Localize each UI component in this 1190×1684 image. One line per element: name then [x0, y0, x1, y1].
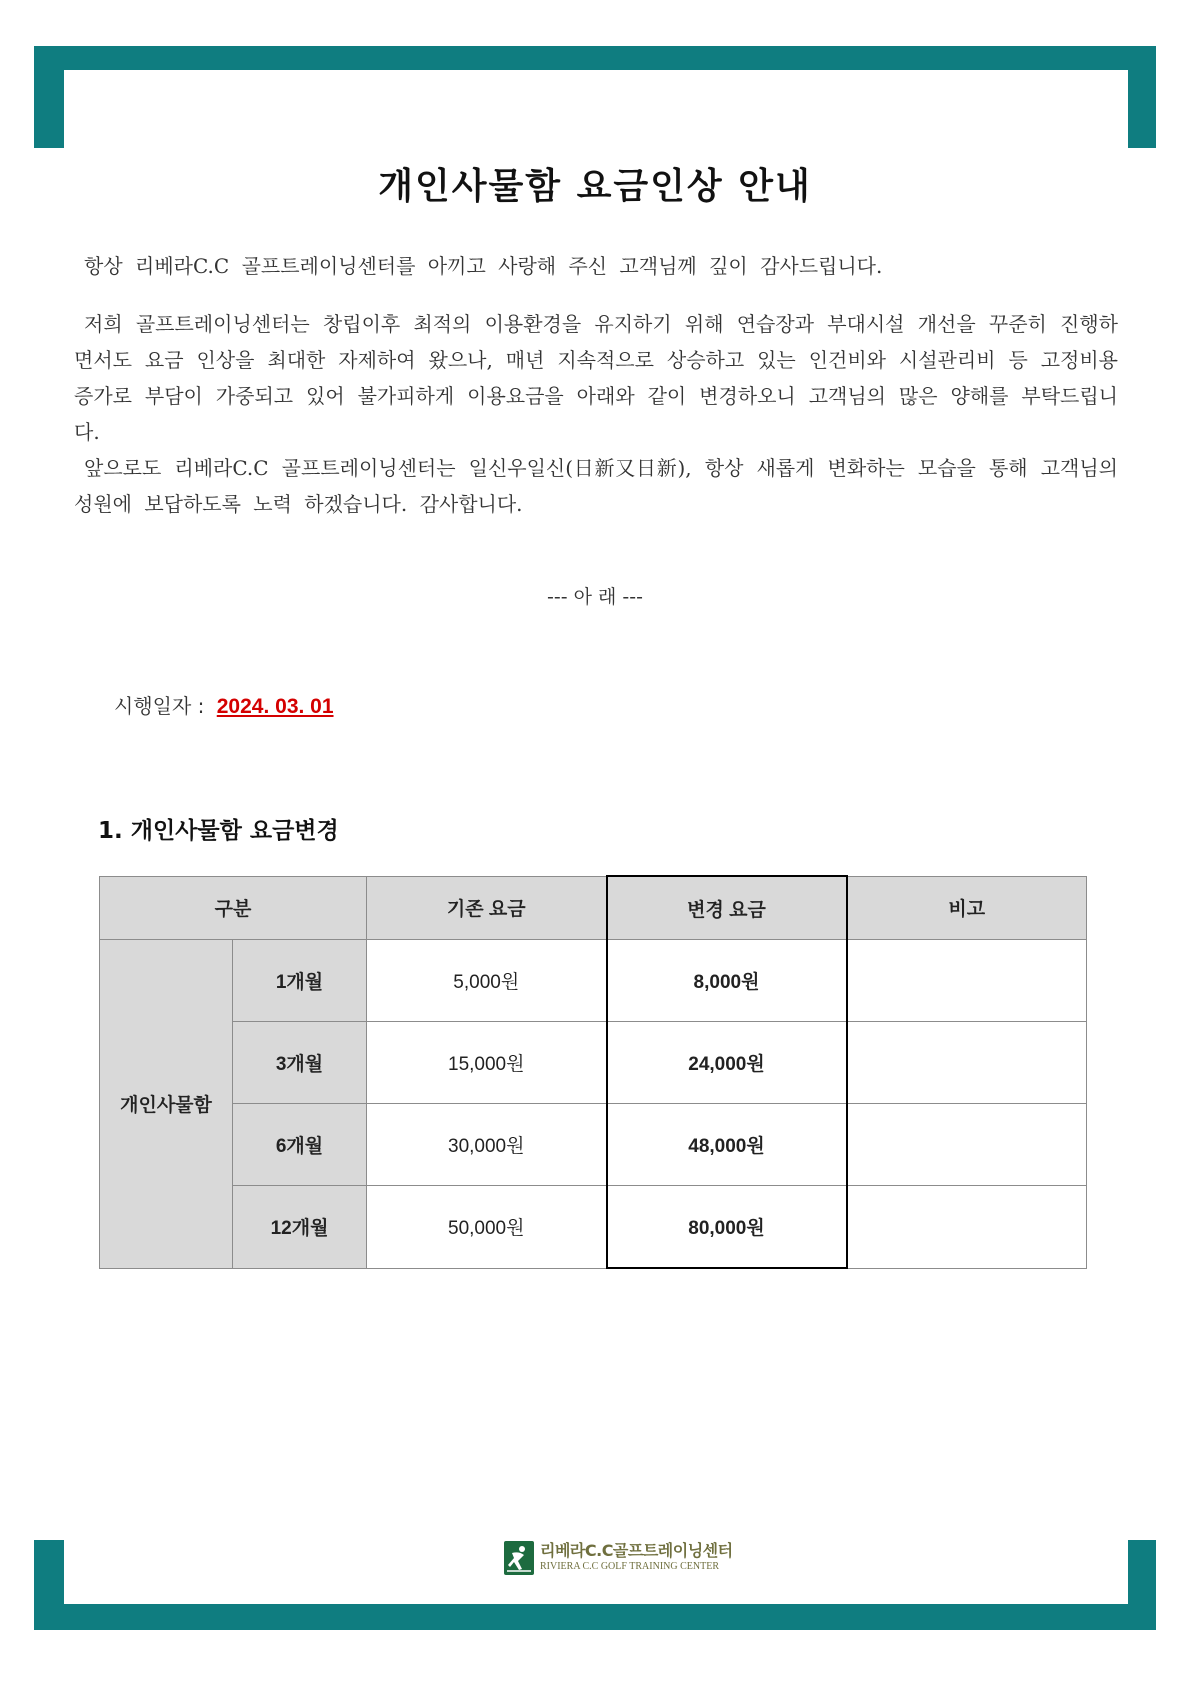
table-row — [100, 1022, 1087, 1104]
old-fee-cell: 15,000원 — [367, 1022, 607, 1104]
golfer-logo-icon — [504, 1541, 534, 1575]
new-fee-cell: 48,000원 — [607, 1104, 847, 1186]
frame-top-bar — [34, 46, 1156, 70]
old-fee-cell: 5,000원 — [367, 940, 607, 1022]
page-title: 개인사물함 요금인상 안내 — [378, 165, 812, 207]
note-cell — [847, 1186, 1087, 1269]
table-row — [100, 940, 1087, 1022]
logo-english-text: RIVIERA C.C GOLF TRAINING CENTER — [540, 1561, 719, 1572]
table-header-row — [100, 876, 1087, 940]
period-cell: 12개월 — [233, 1186, 367, 1269]
note-cell — [847, 1022, 1087, 1104]
header-new-fee: 변경 요금 — [607, 876, 847, 940]
section-title: 1. 개인사물함 요금변경 — [98, 818, 339, 844]
below-heading: --- 아 래 --- — [547, 586, 643, 608]
table-row — [100, 1186, 1087, 1269]
header-note: 비고 — [847, 876, 1087, 940]
period-cell: 6개월 — [233, 1104, 367, 1186]
header-category: 구분 — [100, 876, 367, 940]
footer-logo — [504, 1540, 733, 1576]
logo-korean-text: 리베라C.C골프트레이닝센터 — [540, 1541, 733, 1560]
period-cell: 3개월 — [233, 1022, 367, 1104]
effective-date-label: 시행일자 : — [114, 694, 205, 718]
old-fee-cell: 50,000원 — [367, 1186, 607, 1269]
new-fee-cell: 8,000원 — [607, 940, 847, 1022]
period-cell: 1개월 — [233, 940, 367, 1022]
group-cell: 개인사물함 — [100, 940, 233, 1269]
greeting-paragraph: 항상 리베라C.C 골프트레이닝센터를 아끼고 사랑해 주신 고객님께 깊이 감사드립니다. — [84, 254, 883, 278]
frame-bottom-bar — [34, 1604, 1156, 1630]
note-cell — [847, 940, 1087, 1022]
effective-date-value: 2024. 03. 01 — [216, 695, 334, 718]
header-old-fee: 기존 요금 — [367, 876, 607, 940]
notice-paragraph: 저희 골프트레이닝센터는 창립이후 최적의 이용환경을 유지하기 위해 연습장과 부대시설 개선을 꾸준히 진행하면서도 요금 인상을 최대한 자제하여 왔으나, 매년 지속적으로 상승하고 있는 인건비와 시설관리비 등 고정비용 증가로 부담이 가중되고 있어 불가피하게 이용요금을 아래와 같이 변경하오니 고객님의 많은 양해를 부탁드립니다. — [74, 312, 1118, 444]
note-cell — [847, 1104, 1087, 1186]
new-fee-cell: 80,000원 — [607, 1186, 847, 1269]
table-row — [100, 1104, 1087, 1186]
frame-top-left-post — [34, 46, 64, 148]
fee-table — [99, 875, 1087, 1269]
old-fee-cell: 30,000원 — [367, 1104, 607, 1186]
frame-top-right-post — [1128, 46, 1156, 148]
effective-date-line — [114, 690, 334, 719]
new-fee-cell: 24,000원 — [607, 1022, 847, 1104]
closing-paragraph: 앞으로도 리베라C.C 골프트레이닝센터는 일신우일신(日新又日新), 항상 새롭게 변화하는 모습을 통해 고객님의 성원에 보답하도록 노력 하겠습니다. 감사합니다. — [74, 456, 1118, 516]
